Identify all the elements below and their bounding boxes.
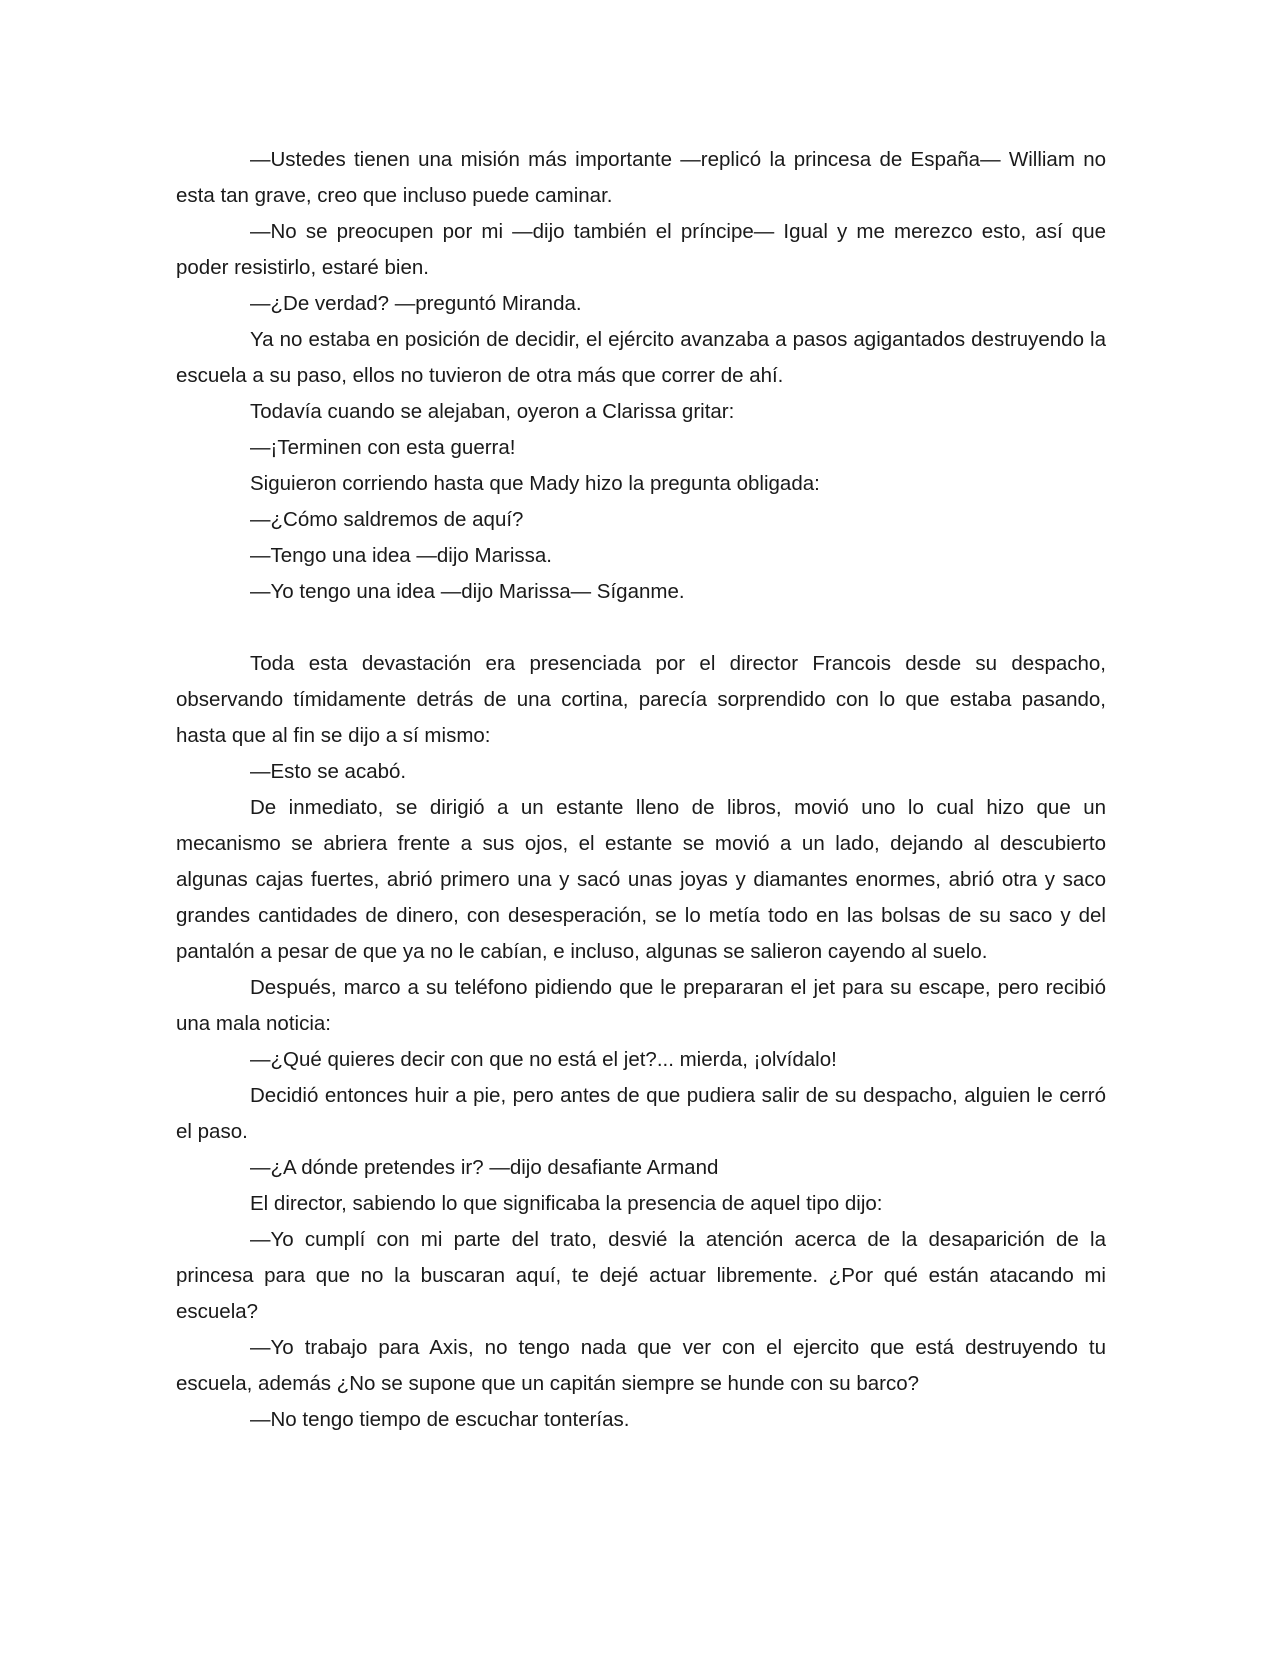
- paragraph: Después, marco a su teléfono pidiendo que le prepararan el jet para su escape, pero recibió una mala noticia:: [176, 976, 1106, 1035]
- paragraph: —Yo tengo una idea —dijo Marissa— Síganme.: [250, 580, 685, 603]
- paragraph: Ya no estaba en posición de decidir, el ejército avanzaba a pasos agigantados destruyendo la escuela a su paso, ellos no tuvieron de otra más que correr de ahí.: [176, 328, 1106, 387]
- paragraph: Decidió entonces huir a pie, pero antes de que pudiera salir de su despacho, alguien le cerró el paso.: [176, 1084, 1106, 1143]
- paragraph: Todavía cuando se alejaban, oyeron a Clarissa gritar:: [250, 400, 735, 423]
- paragraph: —No tengo tiempo de escuchar tonterías.: [250, 1408, 630, 1431]
- paragraph: —¿Qué quieres decir con que no está el jet?... mierda, ¡olvídalo!: [250, 1048, 837, 1071]
- section-break: [176, 610, 1106, 646]
- paragraph: Toda esta devastación era presenciada por el director Francois desde su despacho, observando tímidamente detrás de una cortina, parecía sorprendido con lo que estaba pasando, hasta que al fin se dijo a sí mismo:: [176, 652, 1106, 747]
- paragraph: —Yo cumplí con mi parte del trato, desvié la atención acerca de la desaparición de la princesa para que no la buscaran aquí, te dejé actuar libremente. ¿Por qué están atacando mi escuela?: [176, 1228, 1106, 1323]
- paragraph: —¡Terminen con esta guerra!: [250, 436, 516, 459]
- paragraph: —¿A dónde pretendes ir? —dijo desafiante Armand: [250, 1156, 719, 1179]
- paragraph: —¿De verdad? —preguntó Miranda.: [250, 292, 582, 315]
- paragraph: —No se preocupen por mi —dijo también el príncipe— Igual y me merezco esto, así que poder resistirlo, estaré bien.: [176, 220, 1106, 279]
- document-body: [176, 142, 1106, 1438]
- paragraph: De inmediato, se dirigió a un estante lleno de libros, movió uno lo cual hizo que un mecanismo se abriera frente a sus ojos, el estante se movió a un lado, dejando al descubierto algunas cajas fuertes, abrió primero una y sacó unas joyas y diamantes enormes, abrió otra y saco grandes cantidades de dinero, con desesperación, se lo metía todo en las bolsas de su saco y del pantalón a pesar de que ya no le cabían, e incluso, algunas se salieron cayendo al suelo.: [176, 796, 1106, 963]
- paragraph: —Yo trabajo para Axis, no tengo nada que ver con el ejercito que está destruyendo tu escuela, además ¿No se supone que un capitán siempre se hunde con su barco?: [176, 1336, 1106, 1395]
- paragraph: El director, sabiendo lo que significaba la presencia de aquel tipo dijo:: [250, 1192, 883, 1215]
- paragraph: —Esto se acabó.: [250, 760, 407, 783]
- paragraph: —Tengo una idea —dijo Marissa.: [250, 544, 552, 567]
- paragraph: —Ustedes tienen una misión más importante —replicó la princesa de España— William no esta tan grave, creo que incluso puede caminar.: [176, 148, 1106, 207]
- paragraph: Siguieron corriendo hasta que Mady hizo la pregunta obligada:: [250, 472, 820, 495]
- paragraph: —¿Cómo saldremos de aquí?: [250, 508, 524, 531]
